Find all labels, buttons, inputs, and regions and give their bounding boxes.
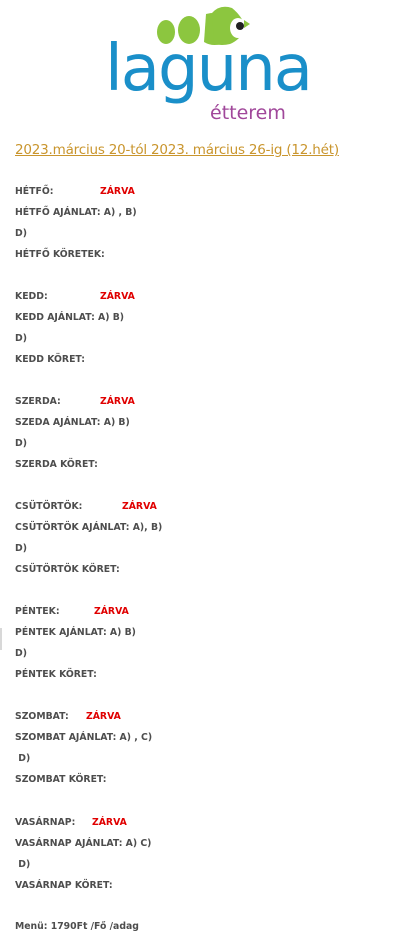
closed-badge: ZÁRVA: [100, 291, 135, 302]
margin-divider: [0, 628, 2, 650]
day-side-dish: KEDD KÖRET:: [15, 354, 85, 365]
day-block-kedd: [15, 286, 405, 370]
day-option-d: D): [15, 333, 27, 344]
day-label: PÉNTEK:: [15, 606, 60, 617]
brand-name: laguna: [105, 32, 311, 106]
day-offer: CSÜTÖRTÖK AJÁNLAT: A), B): [15, 522, 163, 533]
day-offer: SZOMBAT AJÁNLAT: A) , C): [15, 732, 153, 743]
day-offer: SZEDA AJÁNLAT: A) B): [15, 417, 130, 428]
day-offer: KEDD AJÁNLAT: A) B): [15, 312, 125, 323]
brand-subtitle: étterem: [210, 102, 286, 124]
day-offer: PÉNTEK AJÁNLAT: A) B): [15, 627, 136, 638]
closed-badge: ZÁRVA: [100, 396, 135, 407]
day-block-pentek: [15, 601, 405, 685]
day-side-dish: VASÁRNAP KÖRET:: [15, 880, 113, 891]
day-label: SZOMBAT:: [15, 711, 69, 722]
laguna-logo: [0, 0, 416, 130]
day-label: CSÜTÖRTÖK:: [15, 501, 83, 512]
day-option-d: D): [15, 228, 27, 239]
day-option-d: D): [15, 648, 27, 659]
day-side-dish: PÉNTEK KÖRET:: [15, 669, 97, 680]
day-block-szombat: [15, 706, 405, 790]
day-block-szerda: [15, 391, 405, 475]
day-option-d: D): [15, 753, 31, 764]
day-offer: VASÁRNAP AJÁNLAT: A) C): [15, 838, 152, 849]
day-side-dish: HÉTFŐ KÖRETEK:: [15, 249, 105, 260]
day-block-csutortok: [15, 496, 405, 580]
day-label: KEDD:: [15, 291, 48, 302]
week-heading[interactable]: 2023.március 20-tól 2023. március 26-ig (12.hét): [15, 142, 339, 158]
day-label: SZERDA:: [15, 396, 61, 407]
closed-badge: ZÁRVA: [94, 606, 129, 617]
day-option-d: D): [15, 438, 27, 449]
day-block-vasarnap: [15, 812, 405, 896]
day-block-hetfo: [15, 181, 405, 265]
closed-badge: ZÁRVA: [122, 501, 157, 512]
menu-price: Menü: 1790Ft /Fő /adag: [15, 921, 139, 932]
closed-badge: ZÁRVA: [86, 711, 121, 722]
day-side-dish: CSÜTÖRTÖK KÖRET:: [15, 564, 120, 575]
day-offer: HÉTFŐ AJÁNLAT: A) , B): [15, 207, 137, 218]
closed-badge: ZÁRVA: [100, 186, 135, 197]
closed-badge: ZÁRVA: [92, 817, 127, 828]
day-label: VASÁRNAP:: [15, 817, 76, 828]
day-side-dish: SZERDA KÖRET:: [15, 459, 98, 470]
day-option-d: D): [15, 859, 31, 870]
day-option-d: D): [15, 543, 27, 554]
day-label: HÉTFŐ:: [15, 186, 54, 197]
day-side-dish: SZOMBAT KÖRET:: [15, 774, 107, 785]
